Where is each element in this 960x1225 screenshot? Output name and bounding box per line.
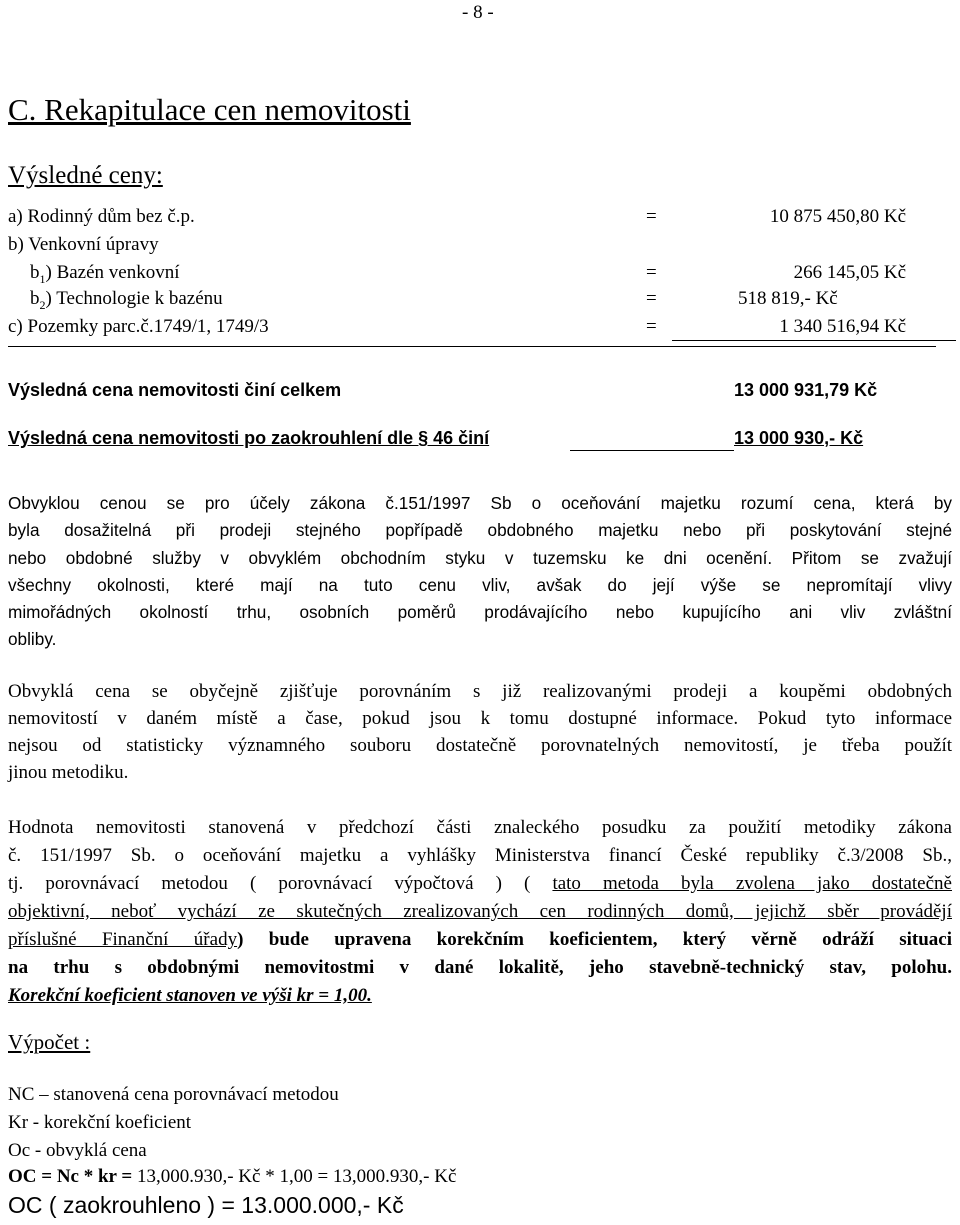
total-label: Výsledná cena nemovitosti činí celkem <box>8 380 342 400</box>
item-a-value: 10 875 450,80 Kč <box>769 206 906 227</box>
item-b2-rest: ) Technologie k bazénu <box>45 288 223 309</box>
para2-line: nejsou od statisticky významného souboru dostatečně porovnatelných nemovitostí, je třeba použít <box>8 735 952 756</box>
item-c-eq: = <box>646 316 657 337</box>
item-b1-value: 266 145,05 Kč <box>793 262 906 283</box>
item-b2-prefix: b <box>30 288 40 309</box>
page-number: - 8 - <box>462 2 494 23</box>
item-b2-label <box>30 288 223 313</box>
para1-line: všechny okolnosti, které mají na tuto cenu vliv, avšak do její výše se nepromítají vlivy <box>8 574 952 595</box>
para2-line: Obvyklá cena se obyčejně zjišťuje porovnáním s již realizovanými prodeji a koupěmi obdobných <box>8 681 952 702</box>
valuation-statement <box>8 814 952 1010</box>
para3-line: Hodnota nemovitosti stanovená v předchozí části znaleckého posudku za použití metodiky zákona <box>8 817 952 838</box>
legend-nc: NC – stanovená cena porovnávací metodou <box>8 1084 339 1105</box>
item-a-label: a) Rodinný dům bez č.p. <box>8 206 195 227</box>
para3-line <box>8 926 952 954</box>
para2-line: jinou metodiku. <box>8 762 129 783</box>
para3-line: č. 151/1997 Sb. o oceňování majetku a vyhlášky Ministerstva financí České republiky č.3/2008 Sb., <box>8 845 952 866</box>
rounded-value: 13 000 930,- Kč <box>734 428 864 448</box>
market-value-definition <box>8 490 952 654</box>
coefficient-statement: Korekční koeficient stanoven ve výši kr = 1,00. <box>8 985 372 1006</box>
item-b1-label <box>30 262 180 287</box>
market-value-method <box>8 678 952 786</box>
formula-rest: 13,000.930,- Kč * 1,00 = 13,000.930,- Kč <box>136 1166 457 1187</box>
item-c-value: 1 340 516,94 Kč <box>779 316 906 337</box>
formula-bold: OC = Nc * kr = <box>8 1166 137 1187</box>
item-b1-prefix: b <box>30 262 40 283</box>
item-b-label: b) Venkovní úpravy <box>8 234 159 255</box>
item-b2-eq: = <box>646 288 657 309</box>
results-heading: Výsledné ceny: <box>8 162 163 189</box>
rounded-label: Výsledná cena nemovitosti po zaokrouhlení dle § 46 činí <box>8 428 490 448</box>
item-b2-value: 518 819,- Kč <box>738 288 838 309</box>
item-b1-rest: ) Bazén venkovní <box>45 262 180 283</box>
para3-line: na trhu s obdobnými nemovitostmi v dané lokalitě, jeho stavebně-technický stav, polohu. <box>8 957 952 978</box>
final-value: OC ( zaokrouhleno ) = 13.000.000,- Kč <box>8 1192 404 1218</box>
formula <box>8 1166 456 1188</box>
para2-line: nemovitostí v daném místě a čase, pokud jsou k tomu dostupné informace. Pokud tyto informace <box>8 708 952 729</box>
value-underline <box>672 340 956 341</box>
section-title: C. Rekapitulace cen nemovitosti <box>8 92 411 127</box>
para3-l5-bold: ) bude upravena korekčním koeficientem, který věrně odráží situaci <box>237 929 952 950</box>
para3-l3-plain: tj. porovnávací metodou ( porovnávací výpočtová ) ( <box>8 873 553 894</box>
para3-l3-underlined: tato metoda byla zvolena jako dostatečně <box>552 873 952 894</box>
para3-l5-underlined: příslušné Finanční úřady <box>8 929 238 950</box>
para3-line: objektivní, neboť vychází ze skutečných zrealizovaných cen rodinných domů, jejichž sběr provádějí <box>8 901 952 922</box>
para1-line: obliby. <box>8 629 57 650</box>
legend-kr: Kr - korekční koeficient <box>8 1112 192 1133</box>
item-b1-eq: = <box>646 262 657 283</box>
para1-line: nebo obdobné služby v obvyklém obchodním styku v tuzemsku ke dni ocenění. Přitom se zvažují <box>8 547 952 568</box>
calc-heading: Výpočet : <box>8 1030 91 1054</box>
section-divider <box>8 346 936 347</box>
para1-line: byla dosažitelná při prodeji stejného popřípadě obdobného majetku nebo při poskytování stejné <box>8 520 952 541</box>
para3-line <box>8 870 952 898</box>
item-b1-sub: 1 <box>39 271 46 286</box>
item-c-label: c) Pozemky parc.č.1749/1, 1749/3 <box>8 316 269 337</box>
para1-line: Obvyklou cenou se pro účely zákona č.151/1997 Sb o oceňování majetku rozumí cena, která by <box>8 493 952 513</box>
para1-line: mimořádných okolností trhu, osobních poměrů prodávajícího nebo kupujícího ani vliv zvláštní <box>8 602 952 623</box>
item-b2-sub: 2 <box>39 297 46 312</box>
rounded-underline <box>570 450 734 451</box>
item-a-eq: = <box>646 206 657 227</box>
total-value: 13 000 931,79 Kč <box>734 380 878 400</box>
legend-oc: Oc - obvyklá cena <box>8 1140 147 1161</box>
